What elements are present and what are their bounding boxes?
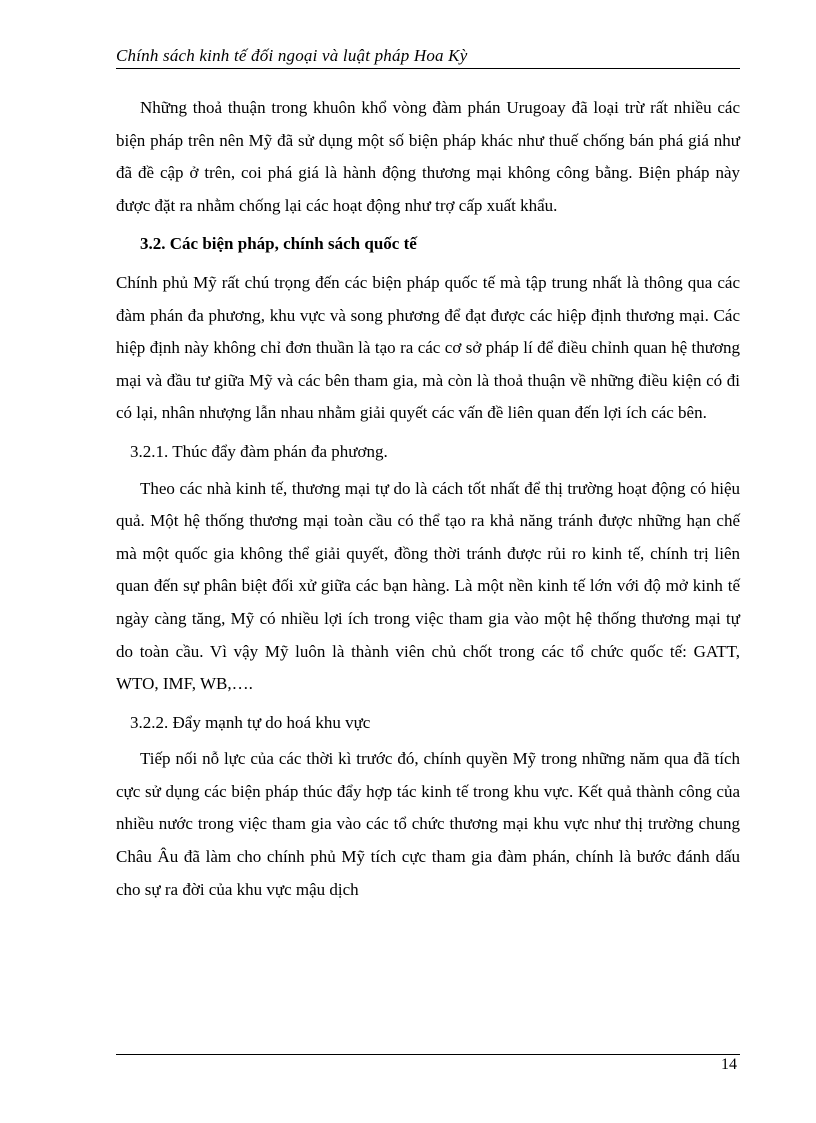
paragraph-multilateral: Theo các nhà kinh tế, thương mại tự do là cách tốt nhất để thị trường hoạt động có hiệu quả. Một hệ thống thương mại toàn cầu có thể tạo ra khả năng tránh được những hạn chế mà một quốc gia không thể giải quyết, đồng thời tránh được rủi ro kinh tế, chính trị liên quan đến sự phân biệt đối xử giữa các bạn hàng. Là một nền kinh tế lớn với độ mở kinh tế ngày càng tăng, Mỹ có nhiều lợi ích trong việc tham gia vào một hệ thống thương mại tự do toàn cầu. Vì vậy Mỹ luôn là thành viên chủ chốt trong các tổ chức quốc tế: GATT, WTO, IMF, WB,…. xyxy=(116,478,740,694)
subheading-3-2-1: 3.2.1. Thúc đẩy đàm phán đa phương. xyxy=(130,441,388,461)
section-heading-3-2: 3.2. Các biện pháp, chính sách quốc tế xyxy=(140,234,417,254)
page-body xyxy=(116,92,740,906)
paragraph-antidumping: Những thoả thuận trong khuôn khổ vòng đàm phán Urugoay đã loại trừ rất nhiều các biện pháp trên nên Mỹ đã sử dụng một số biện pháp khác như thuế chống bán phá giá như đã đề cập ở trên, coi phá giá là hành động thương mại không công bằng. Biện pháp này được đặt ra nhằm chống lại các hoạt động như trợ cấp xuất khẩu. xyxy=(116,98,740,215)
paragraph-international-measures: Chính phủ Mỹ rất chú trọng đến các biện pháp quốc tế mà tập trung nhất là thông qua các đàm phán đa phương, khu vực và song phương để đạt được các hiệp định thương mại. Các hiệp định này không chỉ đơn thuần là tạo ra các cơ sở pháp lí để điều chỉnh quan hệ thương mại và đầu tư giữa Mỹ và các bên tham gia, mà còn là thoả thuận về những điều kiện có đi có lại, nhân nhượng lẫn nhau nhằm giải quyết các vấn đề liên quan đến lợi ích các bên. xyxy=(116,272,740,423)
subheading-3-2-2: 3.2.2. Đẩy mạnh tự do hoá khu vực xyxy=(130,712,371,732)
running-header-title: Chính sách kinh tế đối ngoại và luật pháp Hoa Kỳ xyxy=(116,46,468,65)
header-divider xyxy=(116,68,740,69)
paragraph-regional: Tiếp nối nỗ lực của các thời kì trước đó, chính quyền Mỹ trong những năm qua đã tích cực sử dụng các biện pháp thúc đẩy hợp tác kinh tế trong khu vực. Kết quả thành công của nhiều nước trong việc tham gia vào các tổ chức thương mại khu vực như thị trường chung Châu Âu đã làm cho chính phủ Mỹ tích cực tham gia đàm phán, chính là bước đánh dấu cho sự ra đời của khu vực mậu dịch xyxy=(116,749,740,899)
page-number: 14 xyxy=(721,1056,737,1073)
footer-divider xyxy=(116,1054,740,1055)
